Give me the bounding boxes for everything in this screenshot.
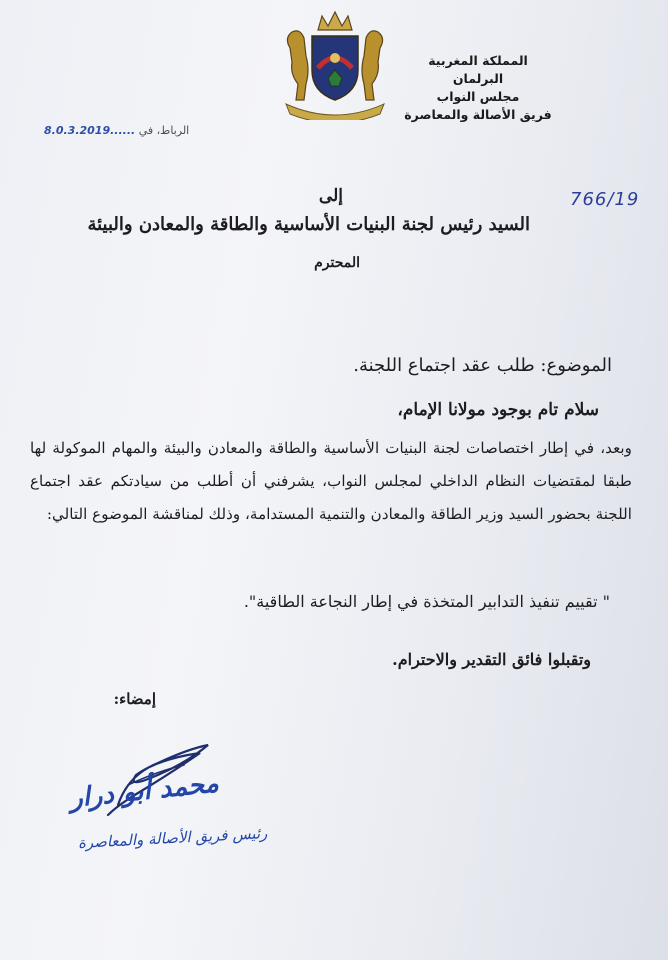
header-line: فريق الأصالة والمعاصرة: [404, 107, 552, 122]
reference-number: 766/19: [570, 189, 640, 210]
header-line: مجلس النواب: [436, 89, 520, 104]
signature-label: إمضاء:: [113, 690, 156, 708]
recipient-name: السيد رئيس لجنة البنيات الأساسية والطاقة والمعادن والبيئة: [87, 214, 530, 235]
date-line: [44, 124, 234, 137]
signer-title: رئيس فريق الأصالة والمعاصرة: [77, 824, 268, 852]
greeting: سلام تام بوجود مولانا الإمام،: [397, 400, 599, 420]
quoted-topic: " تقييم تنفيذ التدابير المتخذة في إطار النجاعة الطاقية".: [243, 592, 610, 611]
signer-name: محمد أبو درار: [68, 768, 221, 814]
header-line: المملكة المغربية: [428, 53, 528, 68]
handwritten-date: ......8.0.3.2019: [44, 124, 136, 137]
date-prefix: الرباط، في: [138, 124, 190, 137]
issuer-header: [368, 52, 588, 124]
header-line: البرلمان: [452, 71, 504, 86]
subject-line: الموضوع: طلب عقد اجتماع اللجنة.: [353, 355, 612, 376]
body-paragraph: وبعد، في إطار اختصاصات لجنة البنيات الأساسية والطاقة والمعادن والبيئة والمهام الموكولة لها طبقا لمقتضيات النظام الداخلي لمجلس النواب، يشرفني أن أطلب من سيادتكم عقد اجتماع اللجنة بحضور السيد وزير الطاقة والمعادن والتنمية المستدامة، وذلك لمناقشة الموضوع التالي:: [30, 439, 632, 523]
recipient-honorific: المحترم: [314, 255, 360, 271]
closing-line: وتقبلوا فائق التقدير والاحترام.: [392, 650, 591, 669]
recipient-to: إلى: [318, 186, 343, 206]
